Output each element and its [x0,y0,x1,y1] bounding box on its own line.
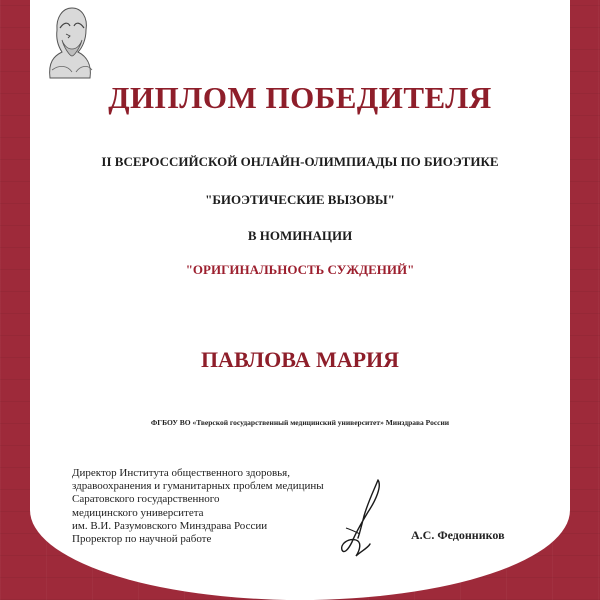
handwritten-signature [334,476,394,562]
winner-name: ПАВЛОВА МАРИЯ [200,347,400,372]
signatory-position [72,467,324,546]
nomination-value: "ОРИГИНАЛЬНОСТЬ СУЖДЕНИЙ" [185,262,415,277]
winner-organization: ФГБОУ ВО «Тверской государственный медицинский университет» Минздрава России [150,418,450,427]
signatory-name: А.С. Федонников [411,528,505,542]
signatory-line: Проректор по научной работе [72,533,212,546]
olympiad-name: II ВСЕРОССИЙСКОЙ ОНЛАЙН-ОЛИМПИАДЫ ПО БИОЭТИКЕ [101,154,499,169]
nomination-label: В НОМИНАЦИИ [247,228,353,243]
signatory-line: Директор Института общественного здоровья, [72,467,290,479]
diploma-title: ДИПЛОМ ПОБЕДИТЕЛЯ [108,80,492,115]
signatory-line: здравоохранения и гуманитарных проблем медицины [72,480,324,493]
signatory-line: Саратовского государственного [72,493,220,506]
olympiad-subtitle: "БИОЭТИЧЕСКИЕ ВЫЗОВЫ" [205,192,395,207]
signatory-line: медицинского университета [72,506,204,519]
signatory-line: им. В.И. Разумовского Минздрава России [72,519,268,532]
hippocrates-bust-icon [40,0,96,80]
